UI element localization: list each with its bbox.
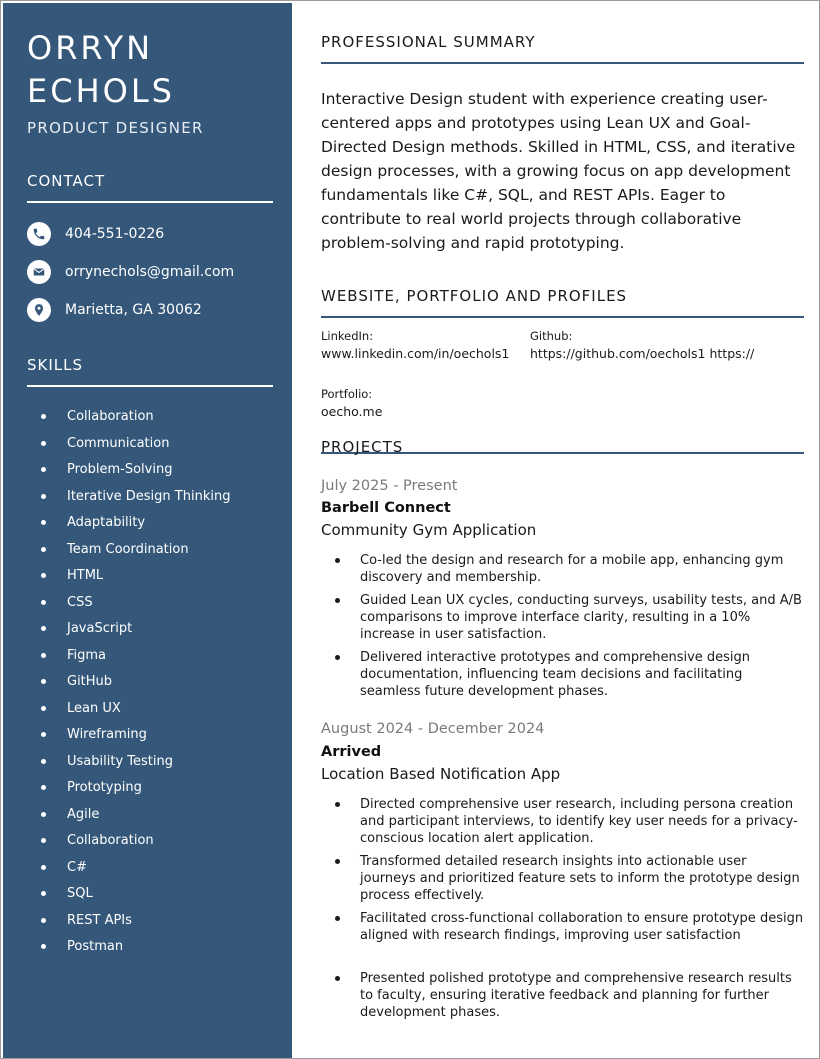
phone-number[interactable]: 404-551-0226 xyxy=(65,226,165,242)
bullet-item: Co-led the design and research for a mobile app, enhancing gym discovery and membership. xyxy=(321,552,805,586)
project-date: August 2024 - December 2024 xyxy=(321,721,545,737)
github-label: Github: xyxy=(530,329,573,343)
skills-list xyxy=(39,405,230,962)
project-name: Arrived xyxy=(321,744,382,760)
contact-email xyxy=(27,260,234,284)
skill-item: CSS xyxy=(39,591,230,618)
sidebar xyxy=(3,3,292,1058)
portfolio-label: Portfolio: xyxy=(321,387,373,401)
skill-item: Agile xyxy=(39,803,230,830)
email-address[interactable]: orrynechols@gmail.com xyxy=(65,264,235,280)
skill-item: Figma xyxy=(39,644,230,671)
skill-item: REST APIs xyxy=(39,909,230,936)
contact-location xyxy=(27,298,202,322)
location-text: Marietta, GA 30062 xyxy=(65,302,202,318)
skills-heading: SKILLS xyxy=(27,356,273,387)
skill-item: Communication xyxy=(39,432,230,459)
skill-item: Collaboration xyxy=(39,829,230,856)
name-first: ORRYN xyxy=(27,29,154,67)
skill-item: Postman xyxy=(39,935,230,962)
bullet-item: Guided Lean UX cycles, conducting surveys, usability tests, and A/B comparisons to improve interface clarity, resulting in a 10% increase in user satisfaction. xyxy=(321,592,805,643)
map-pin-icon xyxy=(27,298,51,322)
portfolio-link[interactable]: oecho.me xyxy=(321,404,383,419)
mail-icon xyxy=(27,260,51,284)
job-title: PRODUCT DESIGNER xyxy=(27,119,204,137)
bullet-item: Presented polished prototype and comprehensive research results to faculty, ensuring iterative feedback and planning for further development phases. xyxy=(321,970,805,1021)
name-last: ECHOLS xyxy=(27,72,175,110)
contact-phone xyxy=(27,222,164,246)
skill-item: Adaptability xyxy=(39,511,230,538)
projects-heading: PROJECTS xyxy=(321,438,804,454)
bullet-item: Facilitated cross-functional collaboration to ensure prototype design aligned with research findings, improving user satisfaction xyxy=(321,910,805,944)
skill-item: SQL xyxy=(39,882,230,909)
project-bullets xyxy=(321,796,805,1021)
github-link[interactable]: https://github.com/oechols1 https:// xyxy=(530,346,755,361)
linkedin-link[interactable]: www.linkedin.com/in/oechols1 xyxy=(321,346,510,361)
project-bullets xyxy=(321,552,805,700)
candidate-name xyxy=(27,27,175,113)
project-subtitle: Location Based Notification App xyxy=(321,765,561,783)
skill-item: Wireframing xyxy=(39,723,230,750)
bullet-item: Delivered interactive prototypes and comprehensive design documentation, influencing team decisions and facilitating seamless future development phases. xyxy=(321,649,805,700)
skill-item: HTML xyxy=(39,564,230,591)
bullet-item: Directed comprehensive user research, including persona creation and participant interviews, to identify key user needs for a privacy-conscious location alert application. xyxy=(321,796,805,847)
project-date: July 2025 - Present xyxy=(321,478,458,494)
skill-item: Collaboration xyxy=(39,405,230,432)
project-subtitle: Community Gym Application xyxy=(321,521,537,539)
skill-item: Team Coordination xyxy=(39,538,230,565)
contact-heading: CONTACT xyxy=(27,172,273,203)
phone-icon xyxy=(27,222,51,246)
project-name: Barbell Connect xyxy=(321,500,451,516)
skill-item: Lean UX xyxy=(39,697,230,724)
linkedin-label: LinkedIn: xyxy=(321,329,374,343)
skill-item: GitHub xyxy=(39,670,230,697)
skill-item: Usability Testing xyxy=(39,750,230,777)
skill-item: Iterative Design Thinking xyxy=(39,485,230,512)
bullet-item: Transformed detailed research insights into actionable user journeys and prioritized feature sets to inform the prototype design process effectively. xyxy=(321,853,805,904)
links-heading: WEBSITE, PORTFOLIO AND PROFILES xyxy=(321,287,804,318)
skill-item: JavaScript xyxy=(39,617,230,644)
skill-item: Problem-Solving xyxy=(39,458,230,485)
skill-item: C# xyxy=(39,856,230,883)
summary-text: Interactive Design student with experience creating user-centered apps and prototypes using Lean UX and Goal-Directed Design methods. Skilled in HTML, CSS, and iterative design processes, with a growing focus on app development fundamentals like C#, SQL, and REST APIs. Eager to contribute to real world projects through collaborative problem-solving and rapid prototyping. xyxy=(321,90,796,252)
summary-heading: PROFESSIONAL SUMMARY xyxy=(321,33,804,64)
skill-item: Prototyping xyxy=(39,776,230,803)
